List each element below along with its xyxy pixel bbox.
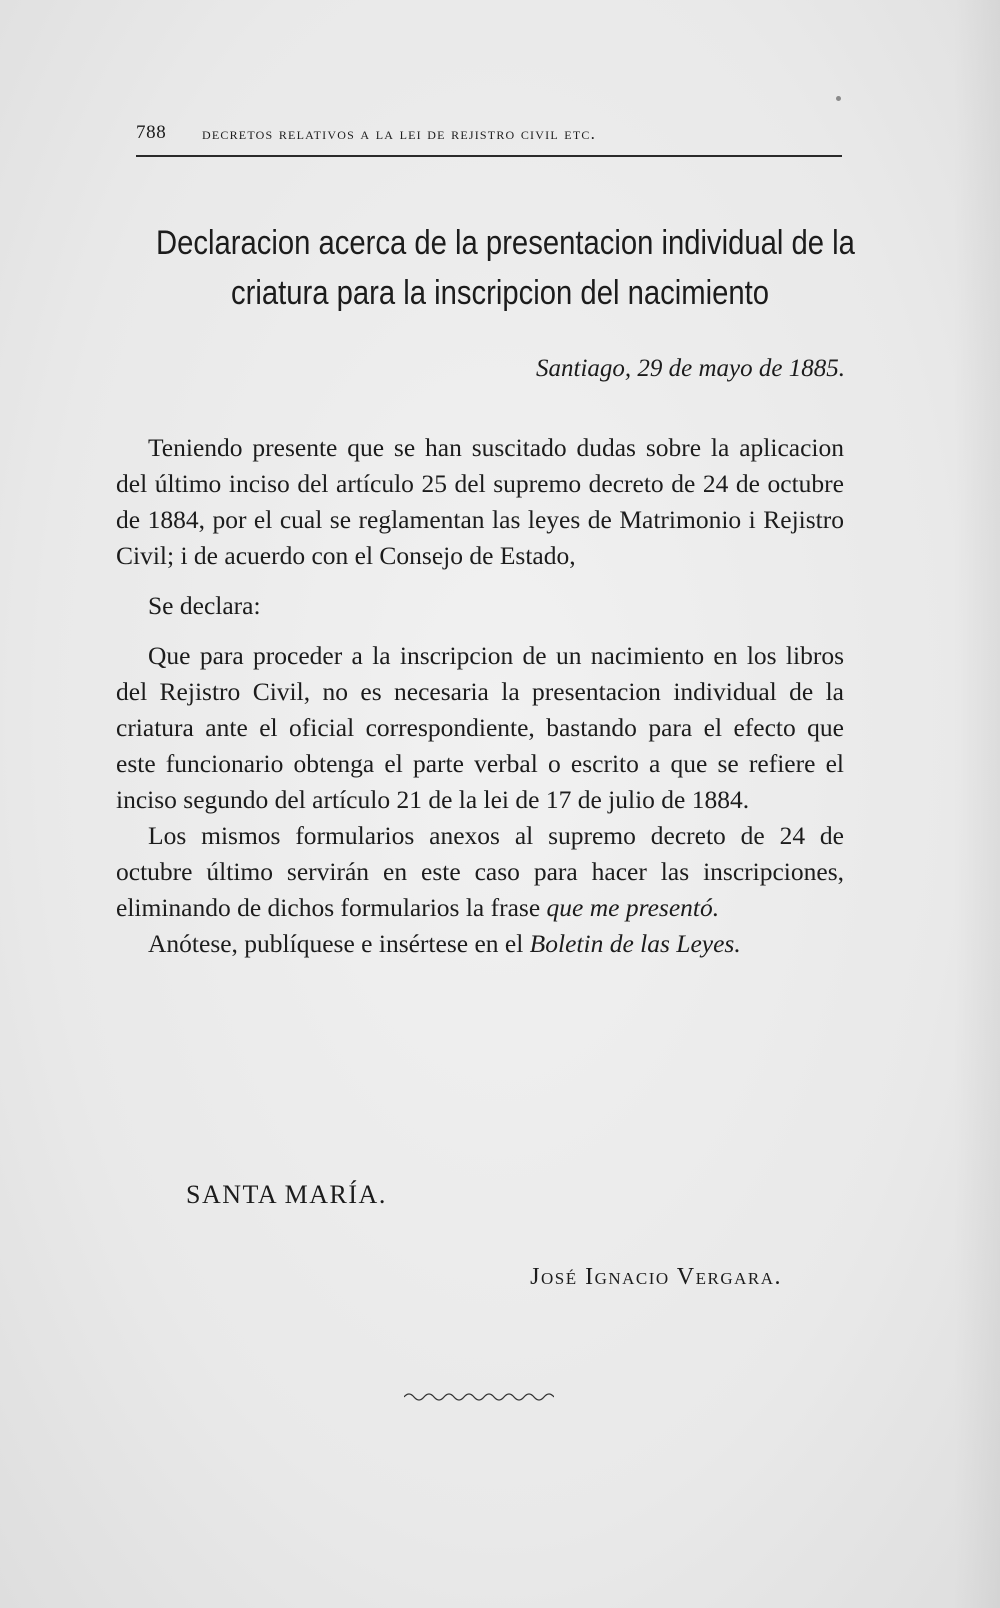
- publication-boletin: Boletin de las Leyes.: [529, 929, 741, 958]
- paragraph-main-provision: Que para proceder a la inscripcion de un nacimiento en los libros del Rejistro Civil, no es necesaria la presentacion individual de la criatura ante el oficial correspondiente, bastando para el efecto que este funcionario obtenga el parte verbal o escrito a que se refiere el inciso segundo del artículo 21 de la lei de 17 de julio de 1884.: [116, 641, 844, 814]
- signature-vergara: José Ignacio Vergara.: [530, 1264, 782, 1290]
- page-number: 788: [136, 122, 167, 143]
- paragraph-preamble: Teniendo presente que se han suscitado dudas sobre la aplicacion del último inciso del artículo 25 del supremo decreto de 24 de octubre de 1884, por el cual se reglamentan las leyes de Matrimonio i Rejistro Civil; i de acuerdo con el Consejo de Estado,: [116, 433, 844, 570]
- formularios-phrase: que me presentó.: [546, 893, 720, 922]
- dateline: Santiago, 29 de mayo de 1885.: [536, 355, 845, 382]
- paragraph-formularios: [116, 818, 844, 926]
- decree-body: [116, 430, 844, 962]
- page-edge-shadow: [954, 0, 1000, 1608]
- running-title: decretos relativos a la lei de rejistro civil etc.: [202, 124, 597, 143]
- section-heading: [156, 218, 855, 318]
- publication-text: Anótese, publíquese e insértese en el: [148, 929, 524, 958]
- formularios-text: Los mismos formularios anexos al supremo decreto de 24 de octubre último servirán en este caso para hacer las inscripciones, eliminando de dichos formularios la frase: [116, 821, 844, 922]
- signature-santa-maria: SANTA MARÍA.: [186, 1180, 387, 1209]
- heading-line-2: criatura para la inscripcion del nacimiento: [231, 274, 769, 312]
- heading-line-1: Declaracion acerca de la presentacion individual de la: [156, 224, 855, 262]
- paragraph-declara: Se declara:: [148, 591, 261, 620]
- running-head: [136, 122, 842, 148]
- paragraph-publication: [116, 926, 844, 962]
- wavy-ornament: [404, 1390, 554, 1404]
- paper-speck: [836, 96, 841, 101]
- header-rule: [136, 155, 842, 157]
